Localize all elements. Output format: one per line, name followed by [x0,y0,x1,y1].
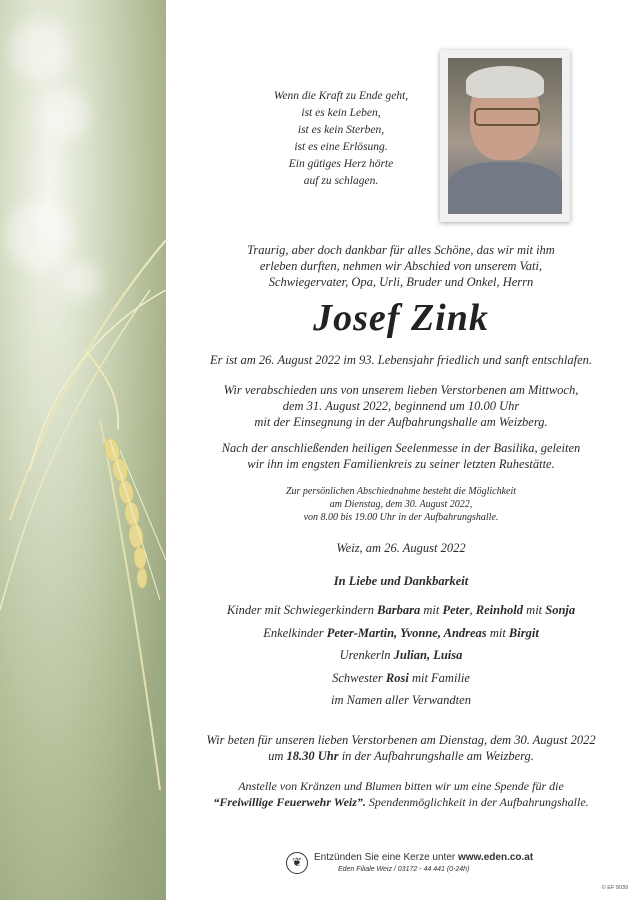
family-great-grandchildren-line: Urenkerln Julian, Luisa [339,648,463,662]
intro-line: Traurig, aber doch dankbar für alles Schöne, das wir mit ihm [247,243,555,257]
prayer-line: Wir beten für unseren lieben Verstorbenen am Dienstag, dem 30. August 2022 [206,733,596,747]
prayer-line: um 18.30 Uhr in der Aufbahrungshalle am Weizberg. [268,749,534,763]
family-children-line: Kinder mit Schwiegerkindern Barbara mit Peter, Reinhold mit Sonja [226,603,576,617]
farewell-line: dem 31. August 2022, beginnend um 10.00 Uhr [282,399,520,413]
wheat-background-panel [0,0,166,900]
farewell-line: mit der Einsegnung in der Aufbahrungshalle am Weizberg. [254,415,548,429]
intro-line: erleben durften, nehmen wir Abschied von unserem Vati, [259,259,543,273]
eden-url-link[interactable]: www.eden.co.at [458,852,534,863]
poem-line: ist es kein Leben, [301,107,381,119]
portrait-photo [448,58,562,214]
farewell-line: Wir verabschieden uns von unserem lieben Verstorbenen am Mittwoch, [223,383,579,397]
love-gratitude-line: In Liebe und Dankbarkeit [333,574,469,588]
poem-line: Ein gütiges Herz hörte [288,158,394,170]
family-sister-line: Schwester Rosi mit Familie [332,670,470,685]
family-list [166,599,636,712]
deceased-name: Josef Zink [313,297,489,339]
footer [286,850,534,880]
intro-text [166,242,636,290]
family-relatives-line: im Namen aller Verwandten [331,693,471,707]
poem-line: Wenn die Kraft zu Ende geht, [273,90,409,102]
candle-invite: Entzünden Sie eine Kerze unter www.eden.co.at [314,852,534,863]
viewing-line: von 8.00 bis 19.00 Uhr in der Aufbahrungshalle. [303,512,499,523]
viewing-line: am Dienstag, dem 30. August 2022, [329,499,473,510]
wheat-stalk-illustration [0,0,166,900]
prayer-text [166,732,636,764]
donation-line: Anstelle von Kränzen und Blumen bitten wir um eine Spende für die [238,779,564,793]
poem-line: ist es eine Erlösung. [294,141,388,153]
obituary-content [166,0,636,900]
farewell-text [166,382,636,430]
branch-contact: Eden Filiale Weiz / 03172 - 44 441 (0-24h) [338,866,470,873]
eden-leaf-icon: ❦ [286,852,308,874]
viewing-text [166,485,636,524]
mass-text [166,440,636,472]
mass-line: Nach der anschließenden heiligen Seelenmesse in der Basilika, geleiten [221,441,581,455]
family-grandchildren-line: Enkelkinder Peter-Martin, Yvonne, Andreas mit Birgit [263,625,539,640]
donation-line: “Freiwillige Feuerwehr Weiz”. Spendenmöglichkeit in der Aufbahrungshalle. [213,795,589,809]
poem-line: auf zu schlagen. [303,175,379,187]
passing-statement: Er ist am 26. August 2022 im 93. Lebensjahr friedlich und sanft entschlafen. [209,353,593,367]
viewing-line: Zur persönlichen Abschiednahme besteht die Möglichkeit [285,486,517,497]
portrait-frame [440,50,570,222]
poem-line: ist es kein Sterben, [297,124,385,136]
poem [256,88,426,190]
intro-line: Schwiegervater, Opa, Urli, Bruder und Onkel, Herrn [268,275,534,289]
place-date: Weiz, am 26. August 2022 [336,541,466,555]
document-code: © EF 9039 [601,885,628,891]
mass-line: wir ihn im engsten Familienkreis zu seiner letzten Ruhestätte. [247,457,555,471]
donation-text [166,778,636,810]
